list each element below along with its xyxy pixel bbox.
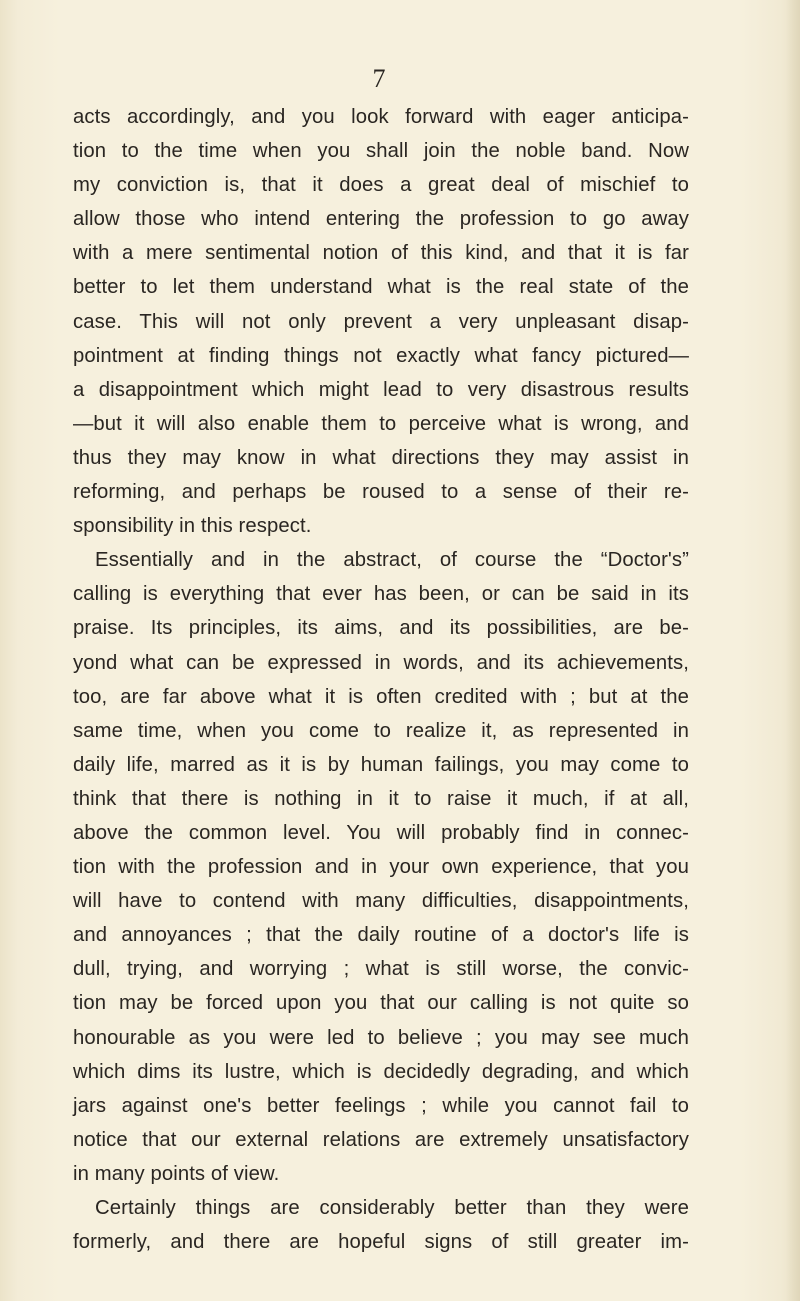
text-line: and annoyances ; that the daily routine of a doctor's life is	[73, 924, 689, 947]
paragraph-end-line: sponsibility in this respect.	[73, 515, 312, 538]
text-line: dull, trying, and worrying ; what is still worse, the convic-	[73, 958, 689, 981]
body-text	[73, 100, 689, 1259]
text-line: calling is everything that ever has been, or can be said in its	[73, 583, 689, 606]
text-line: my conviction is, that it does a great deal of mischief to	[73, 174, 689, 197]
text-line: thus they may know in what directions they may assist in	[73, 446, 689, 469]
text-line: reforming, and perhaps be roused to a sense of their re-	[73, 481, 689, 504]
text-line: with a mere sentimental notion of this kind, and that it is far	[73, 242, 689, 265]
text-line: praise. Its principles, its aims, and its possibilities, are be-	[73, 617, 689, 640]
text-line: tion may be forced upon you that our calling is not quite so	[73, 992, 689, 1015]
text-line: honourable as you were led to believe ; you may see much	[73, 1026, 689, 1049]
text-line: notice that our external relations are extremely unsatisfactory	[73, 1128, 689, 1151]
text-line: formerly, and there are hopeful signs of still greater im-	[73, 1231, 689, 1254]
text-line: too, are far above what it is often credited with ; but at the	[73, 685, 689, 708]
text-line: will have to contend with many difficulties, disappointments,	[73, 890, 689, 913]
text-line: daily life, marred as it is by human failings, you may come to	[73, 753, 689, 776]
text-line: better to let them understand what is the real state of the	[73, 276, 689, 299]
paragraph-end-line: in many points of view.	[73, 1162, 280, 1185]
text-line: —but it will also enable them to perceive what is wrong, and	[73, 412, 689, 435]
text-line: tion with the profession and in your own experience, that you	[73, 856, 689, 879]
paragraph-start-line: Certainly things are considerably better than they were	[95, 1197, 689, 1219]
text-line: a disappointment which might lead to very disastrous results	[73, 378, 689, 401]
text-line: think that there is nothing in it to raise it much, if at all,	[73, 787, 689, 810]
text-line: tion to the time when you shall join the noble band. Now	[73, 140, 689, 163]
text-line: allow those who intend entering the profession to go away	[73, 208, 689, 231]
text-line: yond what can be expressed in words, and its achievements,	[73, 651, 689, 674]
text-line: same time, when you come to realize it, as represented in	[73, 719, 689, 742]
text-line: acts accordingly, and you look forward with eager anticipa-	[73, 106, 689, 128]
paragraph-start-line: Essentially and in the abstract, of course the “Doctor's”	[95, 549, 689, 572]
text-line: pointment at finding things not exactly what fancy pictured—	[73, 344, 689, 367]
text-line: above the common level. You will probably find in connec-	[73, 821, 689, 844]
text-line: case. This will not only prevent a very unpleasant disap-	[73, 310, 689, 333]
text-line: jars against one's better feelings ; while you cannot fail to	[73, 1094, 689, 1117]
page-number: 7	[372, 64, 386, 93]
page-edge-shading	[786, 0, 800, 1301]
text-line: which dims its lustre, which is decidedly degrading, and which	[73, 1060, 689, 1083]
